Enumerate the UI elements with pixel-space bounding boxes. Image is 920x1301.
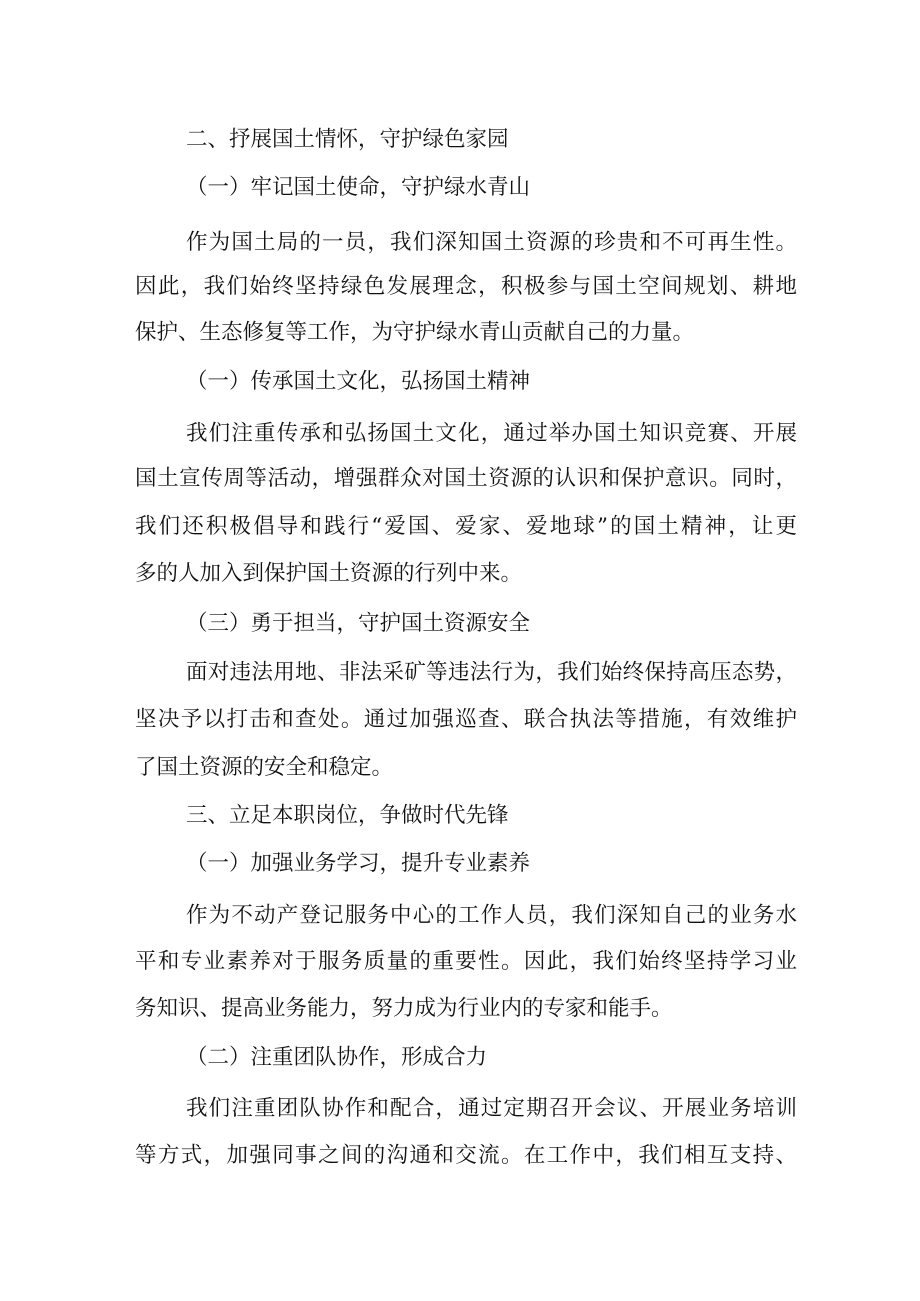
section-2-heading: 二、抒展国土情怀，守护绿色家园 xyxy=(186,127,509,152)
paragraph-line: 我们注重传承和弘扬国土文化，通过举办国土知识竞赛、开展 xyxy=(186,421,797,446)
section-3-2-heading: （二）注重团队协作，形成合力 xyxy=(186,1045,488,1070)
paragraph-line: 作为国土局的一员，我们深知国土资源的珍贵和不可再生性。 xyxy=(186,230,797,255)
paragraph-line: 务知识、提高业务能力，努力成为行业内的专家和能手。 xyxy=(135,996,673,1021)
paragraph-line: 我们还积极倡导和践行“爱国、爱家、爱地球”的国土精神，让更 xyxy=(135,514,797,539)
paragraph-line: 了国土资源的安全和稳定。 xyxy=(135,755,394,780)
paragraph-line: 平和专业素养对于服务质量的重要性。因此，我们始终坚持学习业 xyxy=(135,949,797,974)
paragraph-line: 等方式，加强同事之间的沟通和交流。在工作中，我们相互支持、 xyxy=(135,1143,797,1168)
paragraph-line: 多的人加入到保护国土资源的行列中来。 xyxy=(135,561,523,586)
section-2-2-heading: （一）传承国土文化，弘扬国土精神 xyxy=(186,369,531,394)
paragraph-line: 保护、生态修复等工作，为守护绿水青山贡献自己的力量。 xyxy=(135,320,695,345)
section-2-1-heading: （一）牢记国土使命，守护绿水青山 xyxy=(186,175,531,200)
paragraph-line: 面对违法用地、非法采矿等违法行为，我们始终保持高压态势， xyxy=(186,660,797,685)
paragraph-line: 我们注重团队协作和配合，通过定期召开会议、开展业务培训 xyxy=(186,1096,797,1121)
section-3-1-heading: （一）加强业务学习，提升专业素养 xyxy=(186,851,531,876)
paragraph-line: 因此，我们始终坚持绿色发展理念，积极参与国土空间规划、耕地 xyxy=(135,274,797,299)
section-3-heading: 三、立足本职岗位，争做时代先锋 xyxy=(186,803,509,828)
paragraph-line: 作为不动产登记服务中心的工作人员，我们深知自己的业务水 xyxy=(186,903,797,928)
paragraph-line: 坚决予以打击和查处。通过加强巡查、联合执法等措施，有效维护 xyxy=(135,707,797,732)
section-2-3-heading: （三）勇于担当，守护国土资源安全 xyxy=(186,611,531,636)
paragraph-line: 国土宣传周等活动，增强群众对国土资源的认识和保护意识。同时， xyxy=(135,466,797,491)
